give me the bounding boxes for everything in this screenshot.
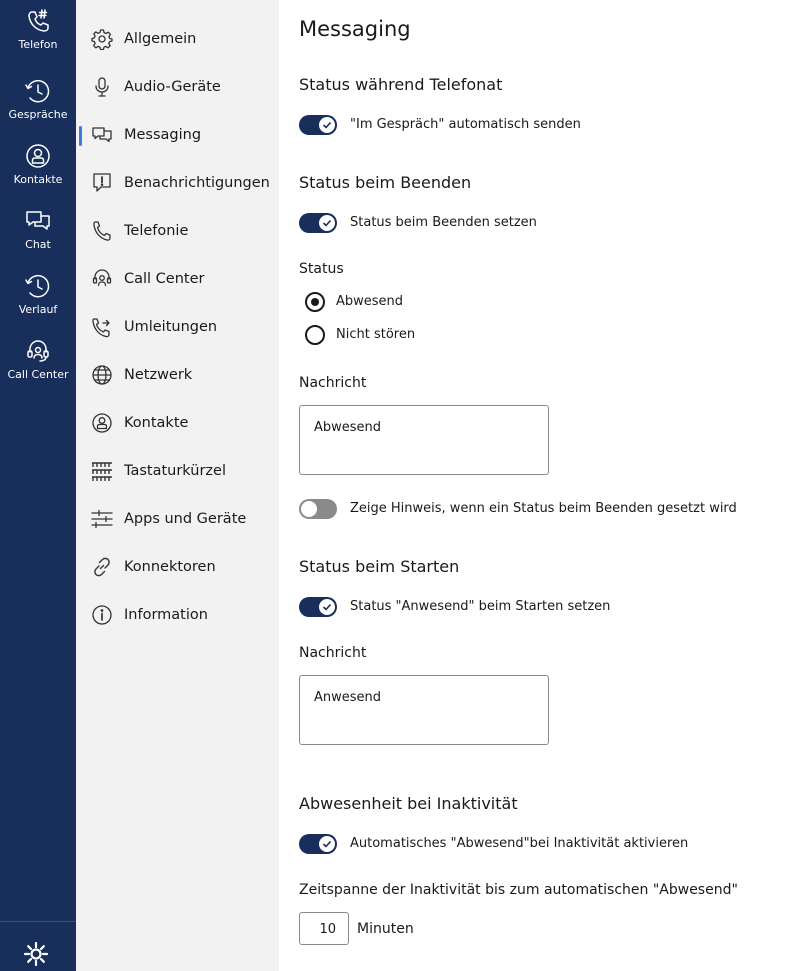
radio-nicht-stoeren[interactable] [305, 325, 325, 345]
menu-item-label: Netzwerk [124, 367, 193, 383]
menu-item-label: Benachrichtigungen [124, 175, 270, 191]
exit-message-label: Nachricht [299, 375, 367, 391]
section-heading-inactivity: Abwesenheit bei Inaktivität [299, 794, 518, 813]
menu-item-label: Information [124, 607, 208, 623]
globe-icon [91, 364, 113, 386]
menu-item-konnektoren[interactable] [76, 547, 279, 587]
menu-item-label: Telefonie [124, 223, 189, 239]
rail-item-verlauf[interactable] [0, 271, 76, 316]
menu-item-label: Allgemein [124, 31, 197, 47]
menu-item-tastaturkuerzel[interactable] [76, 451, 279, 491]
page-title: Messaging [299, 17, 411, 41]
exit-message-field[interactable]: Abwesend [299, 405, 549, 475]
rail-item-label: Call Center [7, 368, 69, 381]
chat-icon [91, 124, 113, 146]
check-icon [322, 218, 332, 228]
menu-item-label: Messaging [124, 127, 202, 143]
microphone-icon [91, 76, 113, 98]
inactivity-minutes-input[interactable]: 10 [299, 912, 349, 945]
inactivity-toggle[interactable] [299, 834, 337, 854]
menu-item-label: Kontakte [124, 415, 189, 431]
rail-item-call-center[interactable] [0, 336, 76, 381]
toggle-knob [319, 836, 335, 852]
exit-status-toggle[interactable] [299, 213, 337, 233]
rail-item-telefon[interactable] [0, 6, 76, 51]
conversations-icon [23, 76, 53, 106]
link-icon [91, 556, 113, 578]
check-icon [322, 839, 332, 849]
headset-icon [91, 268, 113, 290]
rail-item-chat[interactable] [0, 206, 76, 251]
rail-divider [0, 921, 76, 922]
info-icon [91, 604, 113, 626]
menu-item-label: Tastaturkürzel [124, 463, 226, 479]
menu-item-label: Apps und Geräte [124, 511, 247, 527]
rail-item-kontakte[interactable] [0, 141, 76, 186]
auto-in-call-toggle[interactable] [299, 115, 337, 135]
exit-hint-toggle[interactable] [299, 499, 337, 519]
menu-item-apps-und-geraete[interactable] [76, 499, 279, 539]
toggle-knob [319, 117, 335, 133]
forward-call-icon [91, 316, 113, 338]
start-message-field[interactable]: Anwesend [299, 675, 549, 745]
headset-icon [23, 336, 53, 366]
contact-icon [91, 412, 113, 434]
chat-icon [23, 206, 53, 236]
exit-hint-toggle-label: Zeige Hinweis, wenn ein Status beim Beenden gesetzt wird [350, 501, 737, 516]
radio-abwesend[interactable] [305, 292, 325, 312]
gear-icon [91, 28, 113, 50]
rail-item-label: Telefon [18, 38, 58, 51]
start-status-toggle-label: Status "Anwesend" beim Starten setzen [350, 599, 611, 614]
settings-menu [76, 0, 279, 971]
minutes-unit-label: Minuten [357, 921, 414, 937]
section-heading-call-status: Status während Telefonat [299, 75, 503, 94]
menu-item-label: Umleitungen [124, 319, 218, 335]
gear-icon[interactable] [22, 940, 50, 968]
inactivity-span-label: Zeitspanne der Inaktivität bis zum automatischen "Abwesend" [299, 882, 738, 898]
check-icon [322, 120, 332, 130]
phone-icon [91, 220, 113, 242]
section-heading-start-status: Status beim Starten [299, 557, 460, 576]
notification-icon [91, 172, 113, 194]
nav-rail [0, 0, 76, 971]
menu-item-label: Call Center [124, 271, 205, 287]
menu-item-benachrichtigungen[interactable] [76, 163, 279, 203]
section-heading-exit-status: Status beim Beenden [299, 173, 472, 192]
check-icon [322, 602, 332, 612]
menu-item-allgemein[interactable] [76, 19, 279, 59]
settings-content [279, 0, 801, 971]
radio-abwesend-label: Abwesend [336, 294, 404, 309]
menu-item-messaging[interactable] [76, 115, 279, 155]
toggle-knob [319, 215, 335, 231]
auto-in-call-label: "Im Gespräch" automatisch senden [350, 117, 581, 132]
menu-item-label: Audio-Geräte [124, 79, 221, 95]
toggle-knob [319, 599, 335, 615]
history-icon [23, 271, 53, 301]
start-status-toggle[interactable] [299, 597, 337, 617]
inactivity-toggle-label: Automatisches "Abwesend"bei Inaktivität aktivieren [350, 836, 689, 851]
menu-item-telefonie[interactable] [76, 211, 279, 251]
sliders-icon [91, 508, 113, 530]
phone-hash-icon [23, 6, 53, 36]
menu-item-audio-geraete[interactable] [76, 67, 279, 107]
rail-item-gespraeche[interactable] [0, 76, 76, 121]
keyboard-icon [91, 460, 113, 482]
rail-item-label: Chat [25, 238, 51, 251]
menu-item-kontakte[interactable] [76, 403, 279, 443]
menu-item-label: Konnektoren [124, 559, 216, 575]
contact-icon [23, 141, 53, 171]
menu-item-information[interactable] [76, 595, 279, 635]
start-message-label: Nachricht [299, 645, 367, 661]
menu-item-call-center[interactable] [76, 259, 279, 299]
status-label: Status [299, 261, 344, 277]
menu-item-netzwerk[interactable] [76, 355, 279, 395]
rail-item-label: Verlauf [18, 303, 58, 316]
radio-nicht-stoeren-label: Nicht stören [336, 327, 416, 342]
toggle-knob [301, 501, 317, 517]
menu-item-umleitungen[interactable] [76, 307, 279, 347]
exit-status-toggle-label: Status beim Beenden setzen [350, 215, 537, 230]
rail-item-label: Gespräche [8, 108, 68, 121]
rail-item-label: Kontakte [13, 173, 63, 186]
